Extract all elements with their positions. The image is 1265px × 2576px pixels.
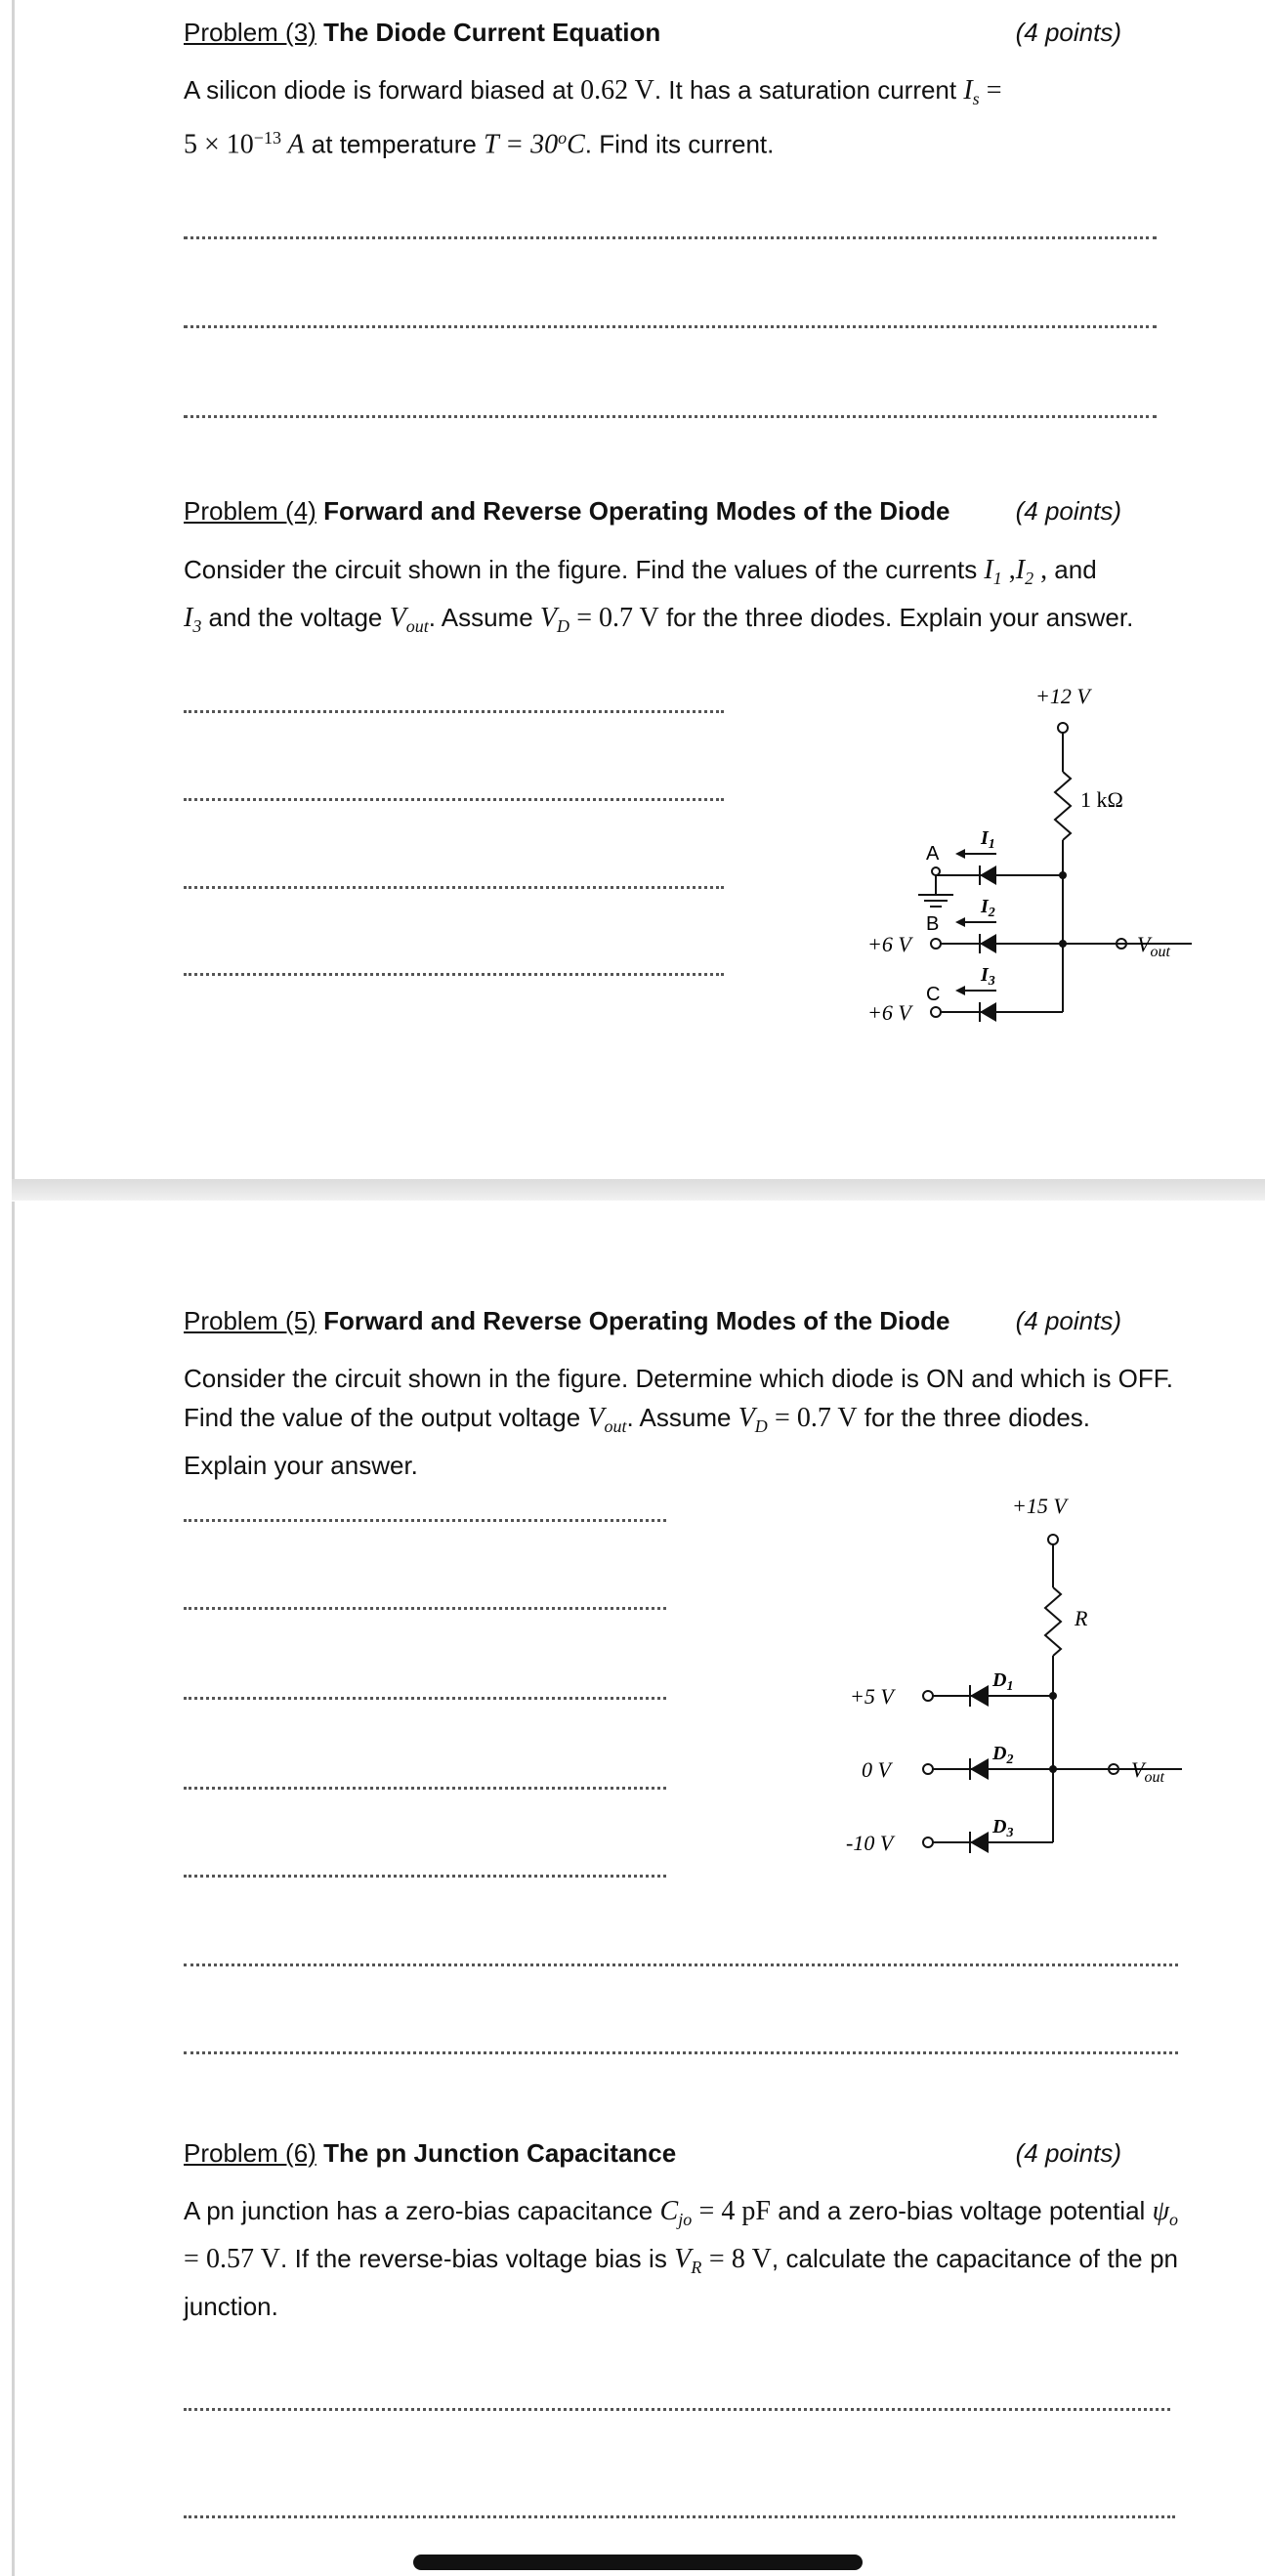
node-b-label: B: [926, 913, 940, 935]
problem-title: Forward and Reverse Operating Modes of the Diode: [323, 1306, 950, 1335]
supply-label: +15 V: [1012, 1494, 1067, 1518]
vout-label: $V_{out}$: [1131, 1757, 1164, 1786]
answer-line[interactable]: [184, 1964, 1178, 1966]
answer-line[interactable]: [184, 1875, 666, 1878]
answer-line[interactable]: [184, 1607, 666, 1610]
problem-6-text: A pn junction has a zero-bias capacitance $C_{jo} = 4$ pF and a zero-bias voltage potential $\psi_o = 0.57$ V. If the reverse-bias voltage bias is $V_R = 8$ V, calculate the capacitance of the pn junction.: [184, 2196, 1178, 2322]
problem-4-header: [184, 496, 1121, 527]
problem-3-header: [184, 18, 1121, 48]
v2-label: 0 V: [862, 1757, 891, 1782]
problem-title: Forward and Reverse Operating Modes of the Diode: [323, 496, 950, 526]
problem-title: The pn Junction Capacitance: [323, 2138, 677, 2168]
d1-label: $D_1$: [992, 1669, 1014, 1694]
d3-label: $D_3$: [992, 1816, 1014, 1840]
v1-label: +5 V: [850, 1684, 894, 1709]
page-edge: [12, 1202, 15, 2576]
problem-points: (4 points): [1015, 18, 1121, 47]
answer-line[interactable]: [184, 1787, 666, 1790]
problem-6-header: [184, 2138, 1121, 2169]
problem-5-header: [184, 1306, 1121, 1336]
page-separator: [12, 1179, 1265, 1201]
problem-label: Problem (6): [184, 2138, 316, 2168]
answer-line[interactable]: [184, 325, 1157, 328]
vc-label: +6 V: [867, 1000, 911, 1025]
circuit-diagram-p5: [840, 1485, 1192, 1876]
answer-line[interactable]: [184, 2408, 1170, 2411]
answer-line[interactable]: [184, 415, 1157, 418]
i1-label: $I_1$: [981, 827, 995, 852]
problem-4-text: Consider the circuit shown in the figure. Find the values of the currents $I_1$ $,I_2$ , and $I_3$ and the voltage $V_{out}$. Assume $V_D = 0.7$ V for the three diodes. Explain your answer.: [184, 555, 1134, 637]
supply-label: +12 V: [1035, 684, 1090, 708]
problem-label: Problem (5): [184, 1306, 316, 1335]
answer-line[interactable]: [184, 2051, 1178, 2054]
vb-label: +6 V: [867, 932, 911, 956]
v3-label: -10 V: [846, 1831, 894, 1855]
problem-5-text: Consider the circuit shown in the figure. Determine which diode is ON and which is OFF. Find the value of the output voltage $V_{out}$. Assume $V_D = 0.7$ V for the three diodes. Explain your answer.: [184, 1364, 1173, 1481]
vout-label: $V_{out}$: [1137, 932, 1170, 960]
answer-line[interactable]: [184, 2515, 1175, 2518]
i2-label: $I_2$: [981, 896, 995, 920]
answer-line[interactable]: [184, 886, 724, 889]
problem-label: Problem (3): [184, 18, 316, 47]
node-c-label: C: [926, 984, 941, 1005]
answer-line[interactable]: [184, 798, 724, 801]
problem-label: Problem (4): [184, 496, 316, 526]
answer-line[interactable]: [184, 1519, 666, 1522]
answer-line[interactable]: [184, 973, 724, 976]
page-edge: [12, 0, 15, 1182]
problem-title: The Diode Current Equation: [323, 18, 661, 47]
circuit-diagram-p4: [850, 674, 1202, 1045]
d2-label: $D_2$: [992, 1743, 1014, 1767]
home-indicator[interactable]: [413, 2555, 863, 2570]
answer-line[interactable]: [184, 710, 724, 713]
resistor-label: 1 kΩ: [1080, 787, 1123, 812]
answer-line[interactable]: [184, 1697, 666, 1700]
node-a-label: A: [926, 843, 940, 865]
problem-points: (4 points): [1015, 496, 1121, 526]
answer-line[interactable]: [184, 236, 1157, 239]
problem-points: (4 points): [1015, 1306, 1121, 1335]
problem-points: (4 points): [1015, 2138, 1121, 2168]
i3-label: $I_3$: [981, 964, 995, 989]
resistor-label: R: [1075, 1606, 1088, 1630]
problem-3-text: A silicon diode is forward biased at 0.62 V. It has a saturation current $I_s$ = $5 \times 10^{-13}$ A at temperature $T = 30^oC$. Find its current.: [184, 75, 1002, 160]
